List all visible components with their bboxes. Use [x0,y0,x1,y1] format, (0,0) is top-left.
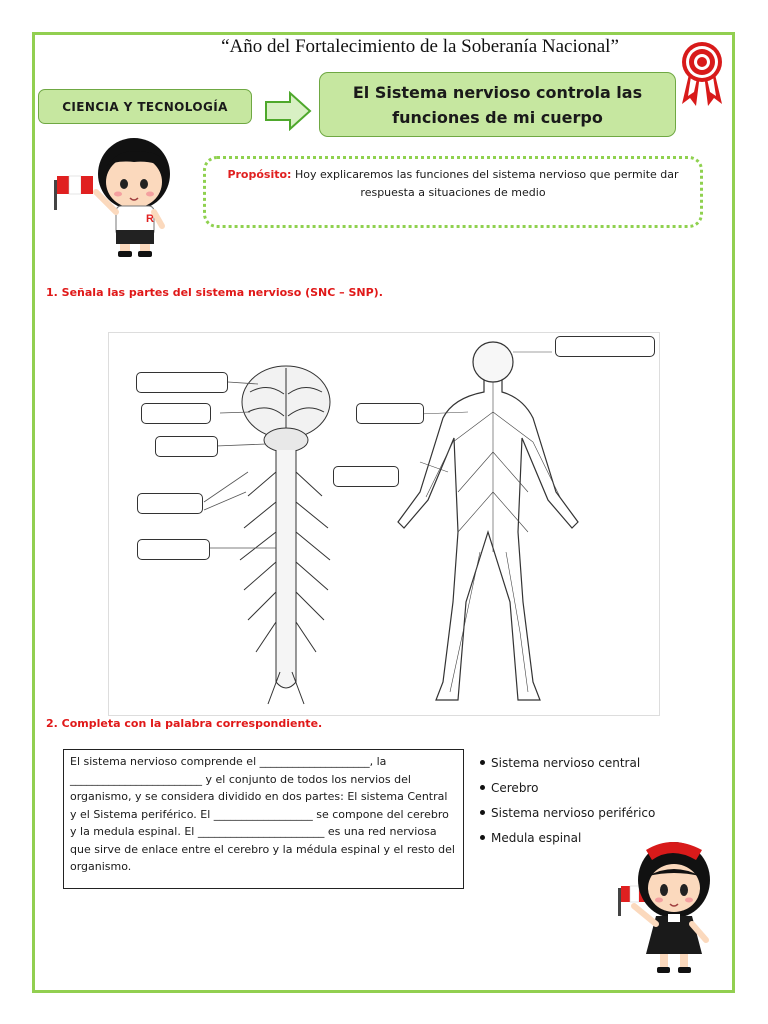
word-bank-item: Medula espinal [480,825,655,850]
motto-heading: “Año del Fortalecimiento de la Soberanía Nacional” [221,36,619,57]
fill-in-paragraph: El sistema nervioso comprende el ____________________, la ________________________ y el conjunto de todos los nervios del organismo, y se considera dividido en dos partes: El sistema Central y el Sistema periférico. El __________________ se compone del cerebro y la medula espinal. El _______________________ es una red nerviosa que sirve de enlace entre el cerebro y la médula espinal y el resto del organismo. [63,749,464,889]
peru-rosette-icon [676,40,728,108]
purpose-box [203,156,703,228]
word-bank [480,750,655,850]
word-bank-item: Cerebro [480,775,655,800]
answer-box-8[interactable] [333,466,399,487]
svg-text:R: R [146,213,154,225]
right-arrow-icon [264,91,312,131]
boy-with-flag-illustration [50,126,190,258]
question-2: 2. Completa con la palabra correspondiente. [46,717,323,730]
word-bank-item: Sistema nervioso central [480,750,655,775]
answer-box-4[interactable] [137,493,203,514]
purpose-label: Propósito: [227,168,292,181]
purpose-text: Hoy explicaremos las funciones del sistema nervioso que permite dar respuesta a situaciones de medio [294,168,679,199]
answer-box-1[interactable] [136,372,228,393]
answer-box-2[interactable] [141,403,211,424]
subject-label: CIENCIA Y TECNOLOGÍA [38,89,252,124]
girl-with-flag-illustration [612,836,724,982]
question-1: 1. Señala las partes del sistema nervioso (SNC – SNP). [46,286,383,299]
page-title: El Sistema nervioso controla las funciones de mi cuerpo [319,72,676,137]
answer-box-7[interactable] [356,403,424,424]
answer-box-3[interactable] [155,436,218,457]
answer-box-6[interactable] [555,336,655,357]
answer-box-5[interactable] [137,539,210,560]
word-bank-item: Sistema nervioso periférico [480,800,655,825]
